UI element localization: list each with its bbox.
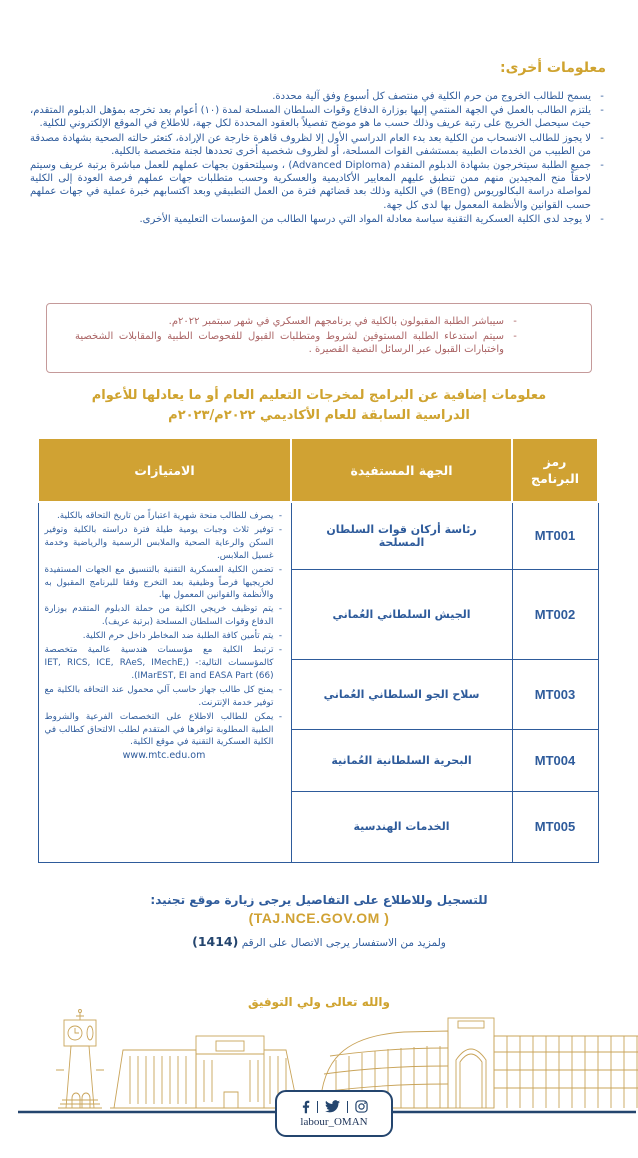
icon-divider (347, 1101, 348, 1113)
bullet-marker: - (278, 511, 283, 521)
program-code: MT003 (512, 659, 598, 729)
phone-number: (1414) (192, 934, 239, 949)
registration-section (0, 893, 638, 949)
info-bullet (30, 213, 606, 226)
agency-name: البحرية السلطانية العُمانية (291, 729, 512, 791)
other-info-section (30, 60, 606, 227)
bullet-marker: - (600, 213, 604, 225)
notice-bullet-text: سيباشر الطلبة المقبولون بالكلية في برنامجهم العسكري في شهر سبتمبر ٢٠٢٢م. (168, 316, 504, 327)
program-code: MT005 (512, 791, 598, 862)
privilege-text: يصرف للطالب منحة شهرية اعتباراً من تاريخ التحاقه بالكلية. (56, 511, 274, 521)
info-bullet (30, 159, 606, 212)
programs-heading-line1: معلومات إضافية عن البرامج لمخرجات التعليم العام أو ما يعادلها للأعوام (91, 388, 547, 403)
privilege-text: يمنح كل طالب جهاز حاسب آلي محمول عند التحاقه بالكلية مع توفير خدمة الإنترنت. (44, 684, 274, 708)
privilege-text: توفير ثلاث وجبات يومية طيلة فترة دراسته بالكلية وتوفير السكن والرعاية الصحية والملابس الرسمية والرياضية وخدمة غسيل الملابس. (44, 524, 274, 561)
header-privileges: الامتيازات (38, 438, 291, 502)
agency-name: سلاح الجو السلطاني العُماني (291, 659, 512, 729)
mtc-website-link[interactable]: www.mtc.edu.om (122, 750, 206, 762)
privilege-text: تضمن الكلية العسكرية التقنية بالتنسيق مع الجهات المستفيدة لخريجيها فرصاً وظيفية بعد التخرج وفقا للبرنامج المقبول به والأنظمة والقوانين المعمول بها. (44, 564, 274, 601)
privileges-cell (38, 502, 291, 862)
agency-name: الجيش السلطاني العُماني (291, 569, 512, 659)
notice-bullet (75, 330, 519, 357)
bullet-marker: - (278, 604, 283, 615)
header-program-code: رمز البرنامج (512, 438, 598, 502)
info-bullet-text: لا يوجد لدى الكلية العسكرية التقنية سياسة معادلة المواد التي درسها الطالب من المؤسسات التعليمية الأخرى. (139, 213, 591, 225)
bullet-marker: - (278, 645, 283, 656)
notice-bullet (75, 315, 519, 329)
twitter-icon[interactable] (325, 1100, 340, 1113)
bullet-marker: - (600, 105, 604, 117)
bullet-marker: - (600, 91, 604, 102)
privilege-bullet (45, 510, 284, 523)
info-bullet-text: جميع الطلبة سيتخرجون بشهادة الدبلوم المتقدم (Advanced Diploma) ، وسيلتحقون بجهات عملهم للعمل مباشرة برتبة عريف وسيتم لاحقاً منح المجيدين منهم ممن تنطبق عليهم المعايير الأكاديمية والعسكرية وحسب متطلبات جهات عملهم فرصة العودة إلى الكلية لمواصلة دراسة البكالوريوس (BEng) في الكلية وذلك بعد قضائهم فترة من العمل التطبيقي وبعد اكتسابهم خبرة عملية في جهات عملهم حسب القوانين والأنظمة المعمول بها لدى كل جهة. (30, 160, 591, 211)
privilege-text: يتم توظيف خريجي الكلية من حملة الدبلوم المتقدم بوزارة الدفاع وقوات السلطان المسلحة (برتبة عريف). (44, 604, 274, 628)
agency-name: رئاسة أركان قوات السلطان المسلحة (291, 502, 512, 569)
bullet-marker: - (600, 160, 604, 172)
icon-divider (317, 1101, 318, 1113)
privilege-text: ترتبط الكلية مع مؤسسات هندسية عالمية متخصصة كالمؤسسات التالية:- (IET, RICS, ICE, RAeS, IMechE, IMarEST, EI and EASA Part (66)). (44, 645, 274, 681)
bullet-marker: - (278, 711, 283, 722)
program-code: MT002 (512, 569, 598, 659)
clock-tower-art (56, 1010, 104, 1109)
privilege-bullet (45, 524, 284, 563)
bullet-marker: - (600, 132, 604, 144)
social-handle: labour_OMAN (300, 1116, 368, 1128)
privilege-bullet (45, 564, 284, 603)
recruitment-website-link[interactable]: (TAJ.NCE.GOV.OM ) (248, 910, 390, 926)
notice-bullet-text: سيتم استدعاء الطلبة المستوفين لشروط ومتطلبات القبول للفحوصات الطبية والمقابلات الشخصية واختبارات القبول عبر الرسائل النصية القصيرة . (75, 330, 504, 355)
other-info-title: معلومات أخرى: (500, 60, 606, 76)
privilege-bullet (45, 711, 284, 750)
info-bullet (30, 104, 606, 130)
privilege-text: يتم تأمين كافة الطلبة ضد المخاطر داخل حرم الكلية. (82, 631, 274, 642)
bullet-marker: - (513, 330, 517, 342)
social-badge (275, 1090, 393, 1137)
info-bullet-text: لا يجوز للطالب الانسحاب من الكلية بعد بدء العام الدراسي الأول إلا لظروف قاهرة خارجة عن الإرادة، كتعثر حالته الصحية بشهادة مصدقة من الطبيب من الخدمات الطبية بمستشفى القوات المسلحة، أو لظروف شخصية أخرى تحددها لجنة متخصصة بالكلية. (30, 132, 591, 157)
table-header-row (38, 438, 598, 502)
closing-phrase: والله تعالى ولي التوفيق (248, 995, 390, 1009)
privilege-bullet (45, 603, 284, 629)
privilege-bullet (45, 630, 284, 643)
bullet-marker: - (278, 684, 283, 695)
header-agency: الجهة المستفيدة (291, 438, 512, 502)
bullet-marker: - (278, 631, 283, 642)
programs-heading-line2: الدراسية السابقة للعام الأكاديمي ٢٠٢٢م/٢٠٢٣م (168, 408, 470, 423)
social-icons-row (301, 1098, 368, 1115)
footer (0, 1008, 638, 1158)
inquiry-line (0, 934, 638, 949)
ministry-buildings-art (110, 1036, 302, 1108)
program-code: MT004 (512, 729, 598, 791)
facebook-icon[interactable] (301, 1100, 310, 1114)
programs-table (37, 437, 599, 863)
bullet-marker: - (513, 316, 517, 327)
program-code: MT001 (512, 502, 598, 569)
info-bullet-text: يلتزم الطالب بالعمل في الجهة المنتمي إليها بوزارة الدفاع وقوات السلطان المسلحة لمدة (١٠) أعوام بعد تخرجه بمؤهل الدبلوم المتقدم، حيث سيحصل الخريج على رتبة عريف وذلك حسب ما هو موضح تفصيلاً بالعقود المحددة لكل جهة، للاطلاع في الموقع الإلكتروني للكلية. (30, 105, 592, 130)
bullet-marker: - (278, 524, 283, 535)
programs-heading (0, 386, 638, 426)
table-row (38, 502, 598, 569)
bullet-marker: - (278, 564, 283, 575)
notice-box (46, 303, 592, 373)
inquiry-text: ولمزيد من الاستفسار يرجى الاتصال على الرقم (241, 937, 446, 949)
instagram-icon[interactable] (355, 1100, 368, 1113)
privilege-text: يمكن للطالب الاطلاع على التخصصات الفرعية والشروط الطبية المطلوبة توافرها في المتقدم لطلب الالتحاق كطالب في الكلية العسكرية التقنية في موقع الكلية. (44, 711, 274, 748)
info-bullet (30, 132, 606, 158)
privilege-bullet (45, 644, 284, 683)
privilege-bullet (45, 684, 284, 710)
agency-name: الخدمات الهندسية (291, 791, 512, 862)
info-bullet-text: يسمح للطالب الخروج من حرم الكلية في منتصف كل أسبوع وفق آلية محددة. (272, 91, 591, 102)
info-bullet (30, 90, 606, 103)
registration-line: للتسجيل وللاطلاع على التفاصيل يرجى زيارة موقع تجنيد: (150, 893, 488, 907)
